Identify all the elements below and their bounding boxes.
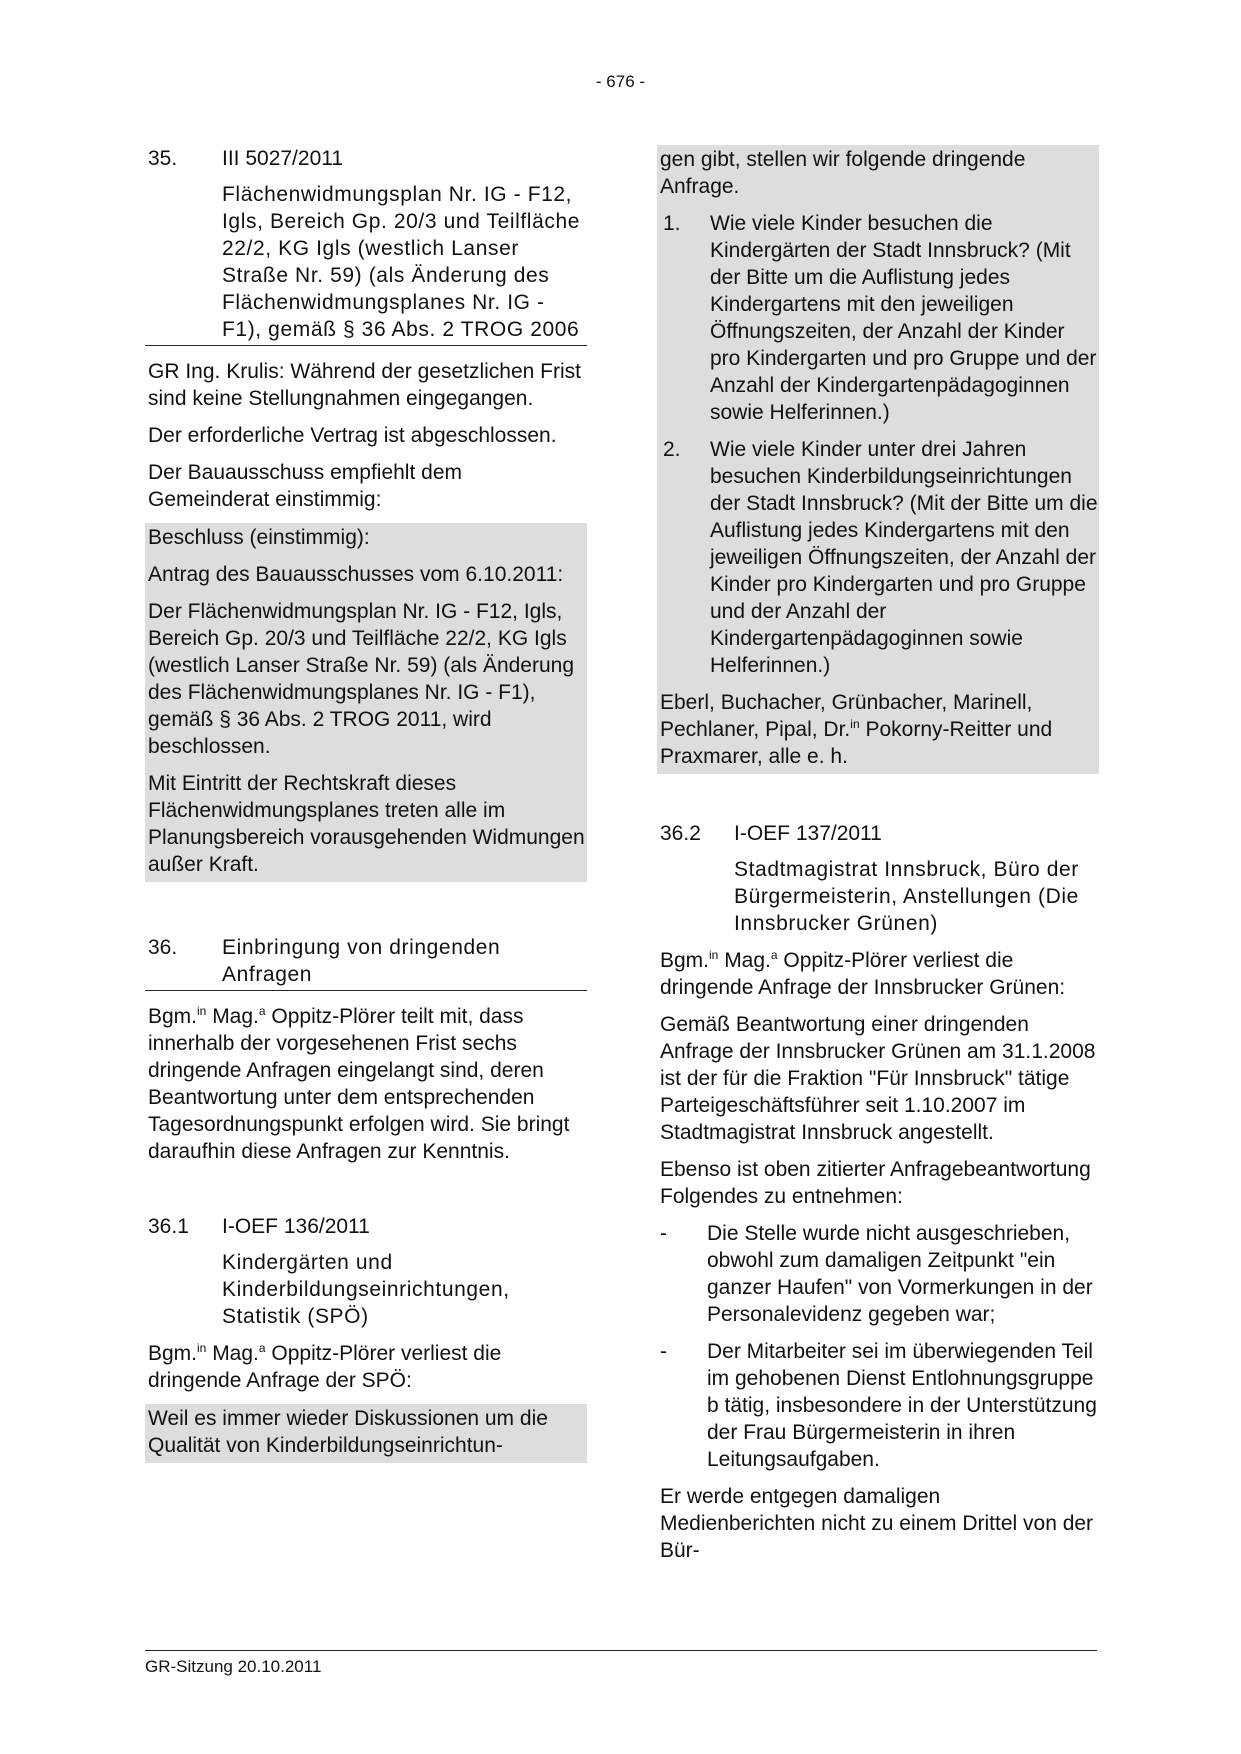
paragraph: Ebenso ist oben zitierter Anfragebeantwortung Folgendes zu entnehmen:	[660, 1158, 1091, 1208]
list-text: Wie viele Kinder besuchen die Kindergärten der Stadt Innsbruck? (Mit der Bitte um die Auflistung jedes Kindergartens mit den jeweiligen Öffnungszeiten, der Anzahl der Kinder pro Kindergarten und pro Gruppe und der Anzahl der Kindergartenpädagoginnen sowie Helferinnen.)	[710, 212, 1097, 424]
section-title: Einbringung von dringenden Anfragen	[222, 936, 501, 986]
paragraph: GR Ing. Krulis: Während der gesetzlichen Frist sind keine Stellungnahmen eingegangen.	[148, 360, 582, 410]
page-number: - 676 -	[595, 72, 646, 91]
left-column	[145, 145, 587, 1463]
dash-mark: -	[660, 1340, 667, 1363]
dash-text: Der Mitarbeiter sei im überwiegenden Teil im gehobenen Dienst Entlohnungsgruppe b tätig, insbesondere in der Unterstützung der Frau Bürgermeisterin in ihren Leitungsaufgaben.	[707, 1340, 1097, 1471]
section-36-1-header	[145, 1213, 587, 1330]
list-number: 1.	[663, 212, 681, 235]
paragraph: Bgm.$^{in}$ Mag.$^a$ Oppitz-Plörer teilt mit, dass innerhalb der vorgesehenen Frist sechs dringende Anfragen eingelangt sind, deren Beantwortung unter dem entsprechenden Tagesordnungspunkt erfolgen wird. Sie bringt daraufhin diese Anfragen zur Kenntnis.	[148, 1004, 570, 1163]
section-35-header	[145, 145, 587, 346]
section-number: 35.	[148, 147, 178, 170]
dash-text: Die Stelle wurde nicht ausgeschrieben, obwohl zum damaligen Zeitpunkt "ein ganzer Haufen" von Vormerkungen in der Personalevidenz gegeben war;	[707, 1222, 1093, 1326]
section-number: 36.	[148, 936, 178, 959]
section-subtitle: Stadtmagistrat Innsbruck, Büro der Bürgermeisterin, Anstellungen (Die Innsbrucker Grünen)	[734, 858, 1079, 935]
section-number: 36.2	[660, 822, 701, 845]
footer: GR-Sitzung 20.10.2011	[145, 1650, 1097, 1677]
resolution-heading: Beschluss (einstimmig):	[148, 526, 370, 549]
section-36-2-header	[657, 820, 1099, 937]
section-title: III 5027/2011	[222, 147, 344, 170]
paragraph: Bgm.$^{in}$ Mag.$^a$ Oppitz-Plörer verliest die dringende Anfrage der Innsbrucker Grünen:	[660, 948, 1066, 999]
resolution-motion: Antrag des Bauausschusses vom 6.10.2011:	[148, 563, 564, 586]
paragraph: Gemäß Beantwortung einer dringenden Anfrage der Innsbrucker Grünen am 31.1.2008 ist der für die Fraktion "Für Innsbruck" tätige Parteigeschäftsführer seit 1.10.2007 im Stadtmagistrat Innsbruck angestellt.	[660, 1013, 1096, 1144]
section-title: I-OEF 136/2011	[222, 1215, 370, 1238]
dash-item	[657, 1220, 1099, 1328]
section-36-header	[145, 934, 587, 991]
section-title: I-OEF 137/2011	[734, 822, 882, 845]
signatories: Eberl, Buchacher, Grünbacher, Marinell, Pechlaner, Pipal, Dr.$^{in}$ Pokorny-Reitter und Praxmarer, alle e. h.	[660, 691, 1053, 768]
inquiry-text: gen gibt, stellen wir folgende dringende Anfrage.	[660, 148, 1026, 198]
resolution-box	[145, 523, 587, 882]
inquiry-box	[145, 1404, 587, 1463]
paragraph: Der Bauausschuss empfiehlt dem Gemeinderat einstimmig:	[148, 461, 462, 511]
inquiry-text: Weil es immer wieder Diskussionen um die Qualität von Kinderbildungseinrichtun-	[148, 1407, 548, 1457]
section-number: 36.1	[148, 1215, 189, 1238]
paragraph: Er werde entgegen damaligen Medienberichten nicht zu einem Drittel von der Bür-	[660, 1485, 1094, 1562]
resolution-text: Der Flächenwidmungsplan Nr. IG - F12, Igls, Bereich Gp. 20/3 und Teilfläche 22/2, KG Igls (westlich Lanser Straße Nr. 59) (als Änderung des Flächenwidmungsplanes Nr. IG - F1), gemäß § 36 Abs. 2 TROG 2011, wird beschlossen.	[148, 600, 575, 758]
inquiry-box	[657, 145, 1099, 774]
paragraph: Bgm.$^{in}$ Mag.$^a$ Oppitz-Plörer verliest die dringende Anfrage der SPÖ:	[148, 1341, 502, 1392]
dash-mark: -	[660, 1222, 667, 1245]
dash-item	[657, 1338, 1099, 1473]
list-number: 2.	[663, 438, 681, 461]
list-text: Wie viele Kinder unter drei Jahren besuchen Kinderbildungseinrichtungen der Stadt Innsbruck? (Mit der Bitte um die Auflistung jedes Kindergartens mit den jeweiligen Öffnungszeiten, der Anzahl der Kinder pro Kindergarten und pro Gruppe und der Anzahl der Kindergartenpädagoginnen sowie Helferinnen.)	[710, 438, 1098, 677]
paragraph: Der erforderliche Vertrag ist abgeschlossen.	[148, 424, 557, 447]
list-item	[660, 436, 1099, 679]
list-item	[660, 210, 1099, 426]
right-column	[657, 145, 1099, 1574]
section-subtitle: Kindergärten und Kinderbildungseinrichtungen, Statistik (SPÖ)	[222, 1251, 510, 1328]
section-subtitle: Flächenwidmungsplan Nr. IG - F12, Igls, Bereich Gp. 20/3 und Teilfläche 22/2, KG Igls (westlich Lanser Straße Nr. 59) (als Änderung des Flächenwidmungsplanes Nr. IG - F1), gemäß § 36 Abs. 2 TROG 2006	[222, 183, 581, 341]
resolution-text: Mit Eintritt der Rechtskraft dieses Flächenwidmungsplanes treten alle im Planungsbereich vorausgehenden Widmungen außer Kraft.	[148, 772, 585, 876]
